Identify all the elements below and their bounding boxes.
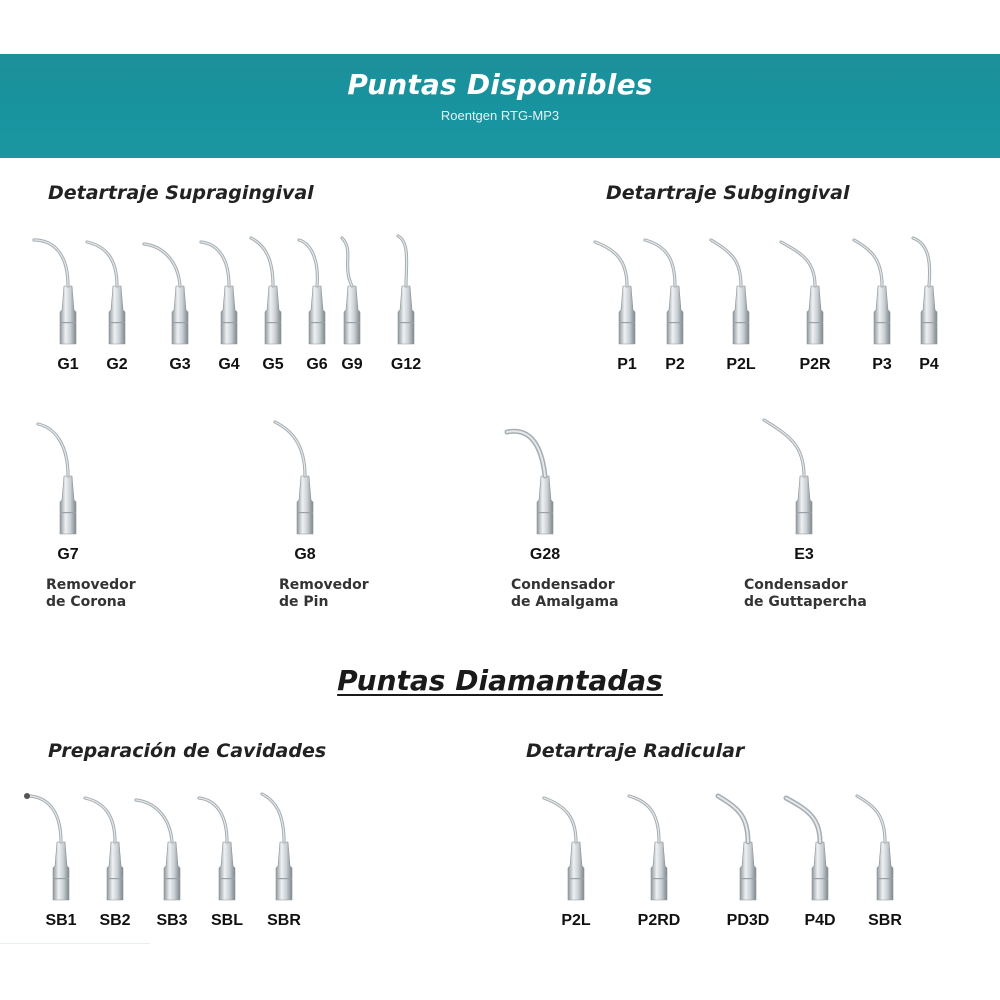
ultrasonic-scaler-tip-icon [244,782,324,902]
tip-description-line2: de Guttapercha [744,594,867,610]
header-banner [0,54,1000,158]
ultrasonic-scaler-tip-icon [265,416,345,536]
tip-label: SB3 [156,912,188,929]
tip-description-line2: de Pin [279,594,329,610]
page-subtitle: Roentgen RTG-MP3 [440,108,560,123]
tip-label: G8 [294,546,316,563]
tip-description-line1: Removedor [46,577,136,593]
section-title-radicular: Detartraje Radicular [526,740,745,762]
ultrasonic-scaler-tip-icon [889,226,969,346]
tip-label: G9 [341,356,363,373]
tip-label: P4 [919,356,939,373]
tip-label: G28 [529,546,561,563]
section-title-cavities: Preparación de Cavidades [48,740,327,762]
tip-label: P2L [561,912,591,929]
tip-label: P4D [804,912,836,929]
tip-label: G3 [169,356,191,373]
tip-label: SB2 [99,912,131,929]
ultrasonic-scaler-tip-icon [366,226,446,346]
tip-label: G1 [57,356,79,373]
tip-label: SBR [267,912,301,929]
ultrasonic-scaler-tip-icon [619,782,699,902]
tip-label: P3 [872,356,892,373]
ultrasonic-scaler-tip-icon [708,782,788,902]
tip-label: G12 [390,356,422,373]
tip-label: SB1 [45,912,77,929]
tip-label: P2R [799,356,831,373]
ultrasonic-scaler-tip-icon [764,416,844,536]
divider [0,943,150,944]
diamond-section-title: Puntas Diamantadas [337,664,663,697]
tip-item-g12 [366,226,446,373]
tip-item-pd3d [708,782,788,929]
tip-label: G5 [262,356,284,373]
tip-label: PD3D [726,912,770,929]
tip-description [46,577,136,611]
tip-item-g8 [265,416,345,563]
tip-label: P2 [665,356,685,373]
tip-label: G7 [57,546,79,563]
tip-description-line1: Removedor [279,577,369,593]
tip-label: SBR [868,912,902,929]
tip-item-sbr [845,782,925,929]
tip-item-p2rd [619,782,699,929]
section-title-supragingival: Detartraje Supragingival [48,182,314,204]
tip-label: SBL [211,912,243,929]
ultrasonic-scaler-tip-icon [701,226,781,346]
tip-description-line1: Condensador [511,577,615,593]
tip-label: G6 [306,356,328,373]
tip-item-g28 [505,416,585,563]
tip-item-e3 [764,416,844,563]
tip-label: P2L [726,356,756,373]
tip-description [279,577,369,611]
tip-item-p2l [536,782,616,929]
ultrasonic-scaler-tip-icon [845,782,925,902]
tip-item-g7 [28,416,108,563]
page-title: Puntas Disponibles [347,68,653,101]
tip-description [511,577,619,611]
ultrasonic-scaler-tip-icon [536,782,616,902]
tip-item-p2l [701,226,781,373]
ultrasonic-scaler-tip-icon [505,416,585,536]
tip-label: P1 [617,356,637,373]
tip-label: G2 [106,356,128,373]
tip-label: P2RD [637,912,681,929]
tip-description-line2: de Amalgama [511,594,619,610]
ultrasonic-scaler-tip-icon [28,416,108,536]
tip-label: E3 [794,546,814,563]
tip-description [744,577,867,611]
tip-label: G4 [218,356,240,373]
tip-item-p4 [889,226,969,373]
section-title-subgingival: Detartraje Subgingival [606,182,850,204]
tip-item-sbr [244,782,324,929]
tip-description-line1: Condensador [744,577,848,593]
tip-description-line2: de Corona [46,594,127,610]
